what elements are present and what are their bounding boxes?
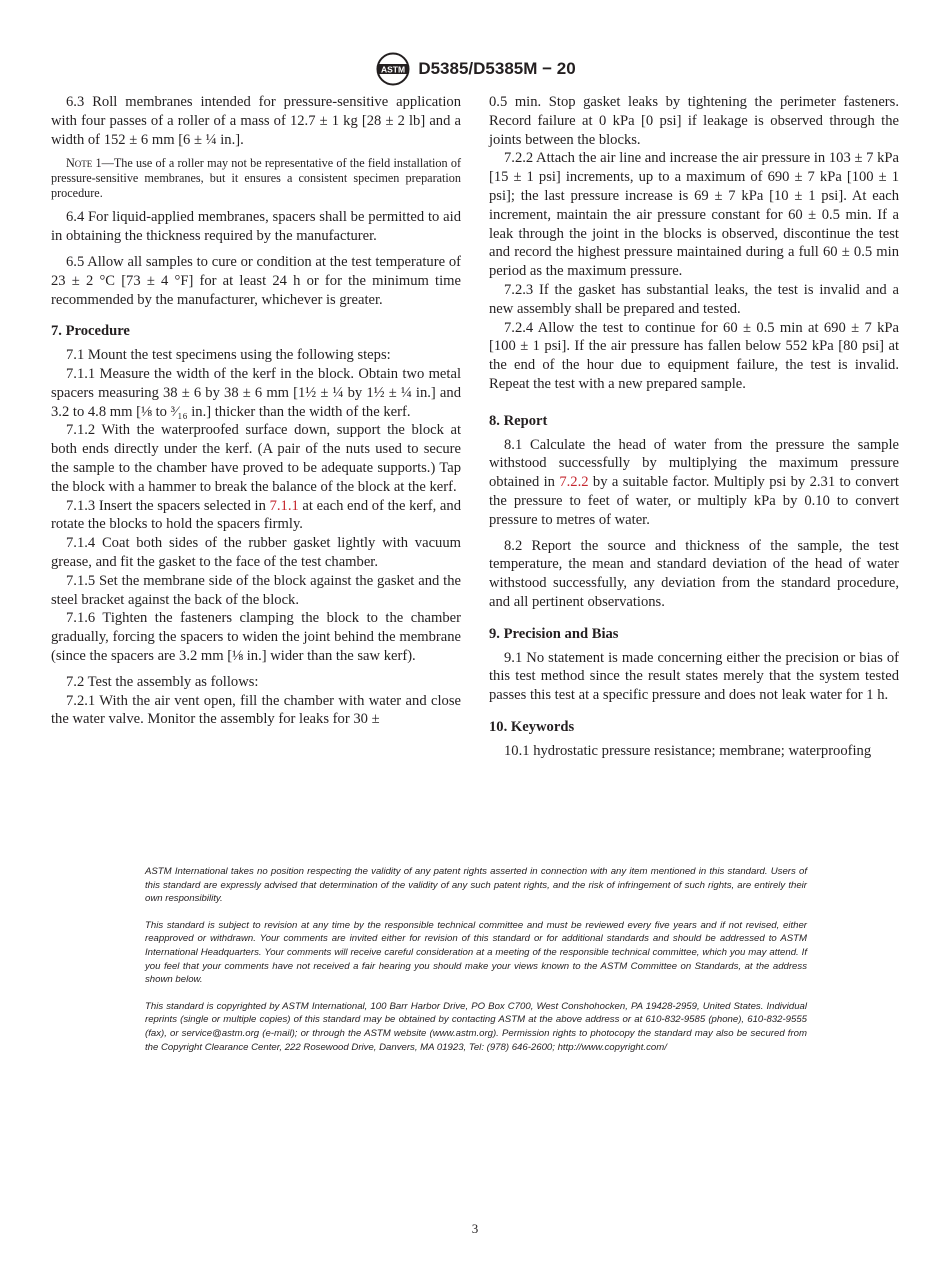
paragraph-7-2-1-continued: 0.5 min. Stop gasket leaks by tightening the perimeter fasteners. Record failure at 0 kPa [0 psi] if leakage is observed through the joints between the blocks.: [489, 94, 899, 148]
paragraph-7-1-4: 7.1.4 Coat both sides of the rubber gasket lightly with vacuum grease, and fit the gasket to the face of the test chamber.: [51, 535, 461, 570]
paragraph-10-1: 10.1 hydrostatic pressure resistance; membrane; waterproofing: [504, 742, 872, 759]
patent-notice: ASTM International takes no position respecting the validity of any patent rights asserted in connection with any item mentioned in this standard. Users of this standard are expressly advised that determination of the validity of any such patent rights, and the risk of infringement of such rights, are entirely their own responsibility.: [145, 866, 807, 905]
paragraph-6-3: 6.3 Roll membranes intended for pressure-sensitive application with four passes of a roller of a mass of 12.7 ± 1 kg [28 ± 2 lb] and a width of 152 ± 6 mm [6 ± ¼ in.].: [51, 94, 461, 148]
paragraph-8-1-text-end: by a suitable factor. Multiply psi by 2.31 to convert the pressure to feet of water, or multiply kPa by 0.10 to convert pressure to metres of water.: [489, 474, 899, 528]
note-label: Note 1: [66, 156, 102, 171]
paragraph-7-2-3: 7.2.3 If the gasket has substantial leaks, the test is invalid and a new assembly shall be prepared and tested.: [489, 281, 899, 317]
paragraph-7-1-1: 7.1.1 Measure the width of the kerf in the block. Obtain two metal spacers measuring 38 ± 6 by 38 ± 6 mm [1½ ± ¼ by 1½ ± ¼ in.] and 3.2 to 4.8 mm [⅛ to ³⁄₁₆ in.] thicker than the width of the kerf.: [51, 365, 461, 420]
paragraph-8-2: 8.2 Report the source and thickness of the sample, the test temperature, the mean and standard deviation of the head of water withstood successfully, any deviation from the standard procedure, and all pertinent observations.: [489, 537, 899, 610]
paragraph-9-1: 9.1 No statement is made concerning either the precision or bias of this test method since the result states merely that the system tested passes this test at a specific pressure and does not leak water for 1 h.: [489, 649, 899, 704]
paragraph-7-1-5: 7.1.5 Set the membrane side of the block against the gasket and the steel bracket against the back of the block.: [51, 572, 461, 608]
astm-logo-icon: [374, 52, 412, 86]
right-column: [489, 93, 899, 761]
page-header: [0, 52, 950, 86]
paragraph-7-1-2: 7.1.2 With the waterproofed surface down, support the block at both ends directly under the kerf. (A pair of the nuts used to secure the sample to the chamber have proved to be adequate supports.) Tap the block with a hammer to break the balance of the block at the kerf.: [51, 422, 461, 495]
paragraph-6-5: 6.5 Allow all samples to cure or condition at the test temperature of 23 ± 2 °C [73 ± 4 °F] for at least 24 h or for the minimum time recommended by the manufacturer, whichever is greater.: [51, 253, 461, 308]
left-column: [51, 93, 461, 729]
paragraph-7-2: 7.2 Test the assembly as follows:: [66, 673, 259, 690]
paragraph-7-1-6: 7.1.6 Tighten the fasteners clamping the block to the chamber gradually, forcing the spacers to widen the joint behind the membrane (since the spacers are 3.2 mm [⅛ in.] wider than the saw kerf).: [51, 610, 461, 664]
paragraph-7-1-3: [51, 497, 461, 535]
paragraph-8-1: [489, 436, 899, 530]
paragraph-7-1-3-text: 7.1.3 Insert the spacers selected in: [66, 497, 270, 514]
section-heading-precision-bias: 9. Precision and Bias: [489, 625, 619, 642]
paragraph-8-1-text: 8.1 Calculate the head of water from the pressure the sample withstood successfully by multiplying the maximum pressure obtained in: [489, 436, 899, 491]
footer-notices: [145, 865, 807, 1067]
standard-designation: D5385/D5385M − 20: [418, 59, 576, 78]
note-1: [51, 156, 461, 201]
paragraph-7-2-4: 7.2.4 Allow the test to continue for 60 ± 0.5 min at 690 ± 7 kPa [100 ± 1 psi]. If the air pressure has fallen below 552 kPa [80 psi] at the end of the hour due to equipment failure, the test is invalid. Repeat the test with a new prepared sample.: [489, 319, 899, 392]
copyright-notice: This standard is copyrighted by ASTM International, 100 Barr Harbor Drive, PO Box C700, West Conshohocken, PA 19428-2959, United States. Individual reprints (single or multiple copies) of this standard may be obtained by contacting ASTM at the above address or at 610-832-9585 (phone), 610-832-9555 (fax), or service@astm.org (e-mail); or through the ASTM website (www.astm.org). Permission rights to photocopy the standard may also be secured from the Copyright Clearance Center, 222 Rosewood Drive, Danvers, MA 01923, Tel: (978) 646-2600; http://www.copyright.com/: [145, 1000, 807, 1053]
link-7-2-2[interactable]: 7.2.2: [559, 474, 589, 491]
section-heading-procedure: 7. Procedure: [51, 323, 130, 340]
revision-notice: This standard is subject to revision at any time by the responsible technical committee and must be reviewed every five years and if not revised, either reapproved or withdrawn. Your comments are invited either for revision of this standard or for additional standards and should be addressed to ASTM International Headquarters. Your comments will receive careful consideration at a meeting of the responsible technical committee, which you may attend. If you feel that your comments have not received a fair hearing you should make your views known to the ASTM Committee on Standards, at the address shown below.: [145, 919, 807, 986]
page-number: 3: [471, 1221, 479, 1236]
link-7-1-1[interactable]: 7.1.1: [269, 497, 299, 514]
svg-text:ASTM: ASTM: [381, 64, 406, 75]
paragraph-7-1-3-text-end: at each end of the kerf, and rotate the blocks to hold the spacers firmly.: [51, 497, 461, 533]
section-heading-report: 8. Report: [489, 412, 548, 429]
paragraph-7-2-1: 7.2.1 With the air vent open, fill the chamber with water and close the water valve. Monitor the assembly for leaks for 30 ±: [51, 692, 461, 728]
paragraph-7-1: 7.1 Mount the test specimens using the following steps:: [66, 347, 391, 364]
note-text: —The use of a roller may not be representative of the field installation of pressure-sensitive membranes, but it ensures a consistent specimen preparation procedure.: [51, 156, 461, 201]
paragraph-7-2-2: 7.2.2 Attach the air line and increase the air pressure in 103 ± 7 kPa [15 ± 1 psi] increments, up to a maximum of 690 ± 7 kPa [100 ± 1 psi]; the last pressure increase is 69 ± 7 kPa [10 ± 1 psi]. At each increment, maintain the air pressure constant for 60 ± 0.5 min. If a leak through the joint in the blocks is observed, discontinue the test and record the highest pressure maintained during a full 60 ± 0.5 min period as the maximum pressure.: [489, 150, 899, 280]
paragraph-6-4: 6.4 For liquid-applied membranes, spacers shall be permitted to aid in obtaining the thickness required by the manufacturer.: [51, 209, 461, 245]
section-heading-keywords: 10. Keywords: [489, 718, 575, 735]
